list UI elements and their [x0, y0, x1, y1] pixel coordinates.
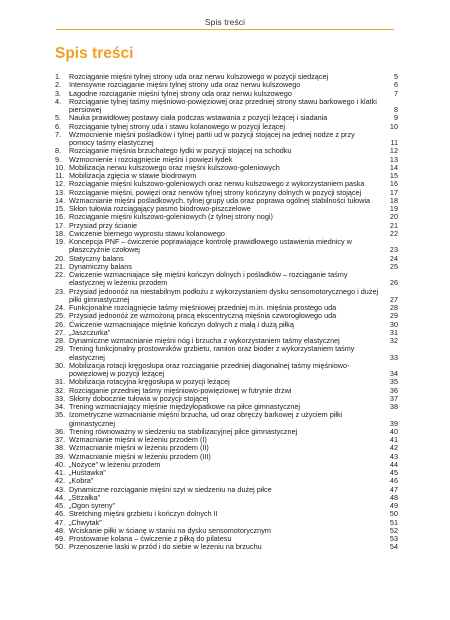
toc-entry-page: 12 — [389, 146, 398, 156]
toc-entry-title: Wzmacnianie mięśni pośladkowych, tylnej grupy uda oraz poprawa ogólnej stabilności tułowia — [69, 195, 371, 205]
toc-entry-number: 3. — [55, 88, 62, 98]
toc-entry-page: 40 — [389, 426, 398, 436]
toc-entry-page: 19 — [389, 204, 398, 213]
toc-entry-title: Rozciąganie mięśni kulszowo-goleniowych (z tylnej strony nogi) — [69, 212, 273, 222]
toc-entry-title: Wzmacnianie mięśni w leżeniu przodem (I) — [69, 435, 207, 444]
toc-entry-title: Stretching mięśni grzbietu i kończyn dolnych II — [69, 509, 218, 519]
toc-entry-number: 36. — [55, 426, 66, 436]
toc-entry-title: Funkcjonalne rozciągnięcie taśmy mięśniowej przedniej m.in. mięśnia prostego uda — [69, 303, 337, 312]
toc-entry-number: 18. — [55, 228, 66, 238]
toc-entry-title: Przysiad jednonóż ze wzmożoną pracą ekscentryczną mięśnia czworogłowego uda — [69, 311, 337, 321]
toc-entry-title: Trening równoważny w siedzeniu na stabilizacyjnej piłce gimnastycznej — [69, 426, 298, 436]
toc-entry-page: 35 — [389, 377, 398, 387]
toc-entry-title: Skłon tułowia rozciągający pasmo biodrowo-piszczelowe — [69, 204, 251, 213]
toc-entry-number: 38. — [55, 443, 66, 453]
toc-entry-number: 22. — [55, 270, 66, 279]
toc-entry-title: Dynamiczne rozciąganie mięśni szyi w siedzeniu na dużej piłce — [69, 484, 272, 494]
toc-entry-title: Mobilizacja rotacji kręgosłupa oraz rozciąganie przedniej diagonalnej taśmy mięśniowo-powięziowej w pozycji leżącej — [69, 360, 350, 378]
toc-entry-number: 47. — [55, 517, 66, 527]
toc-entry-title: Izometryczne wzmacnianie mięśni brzucha, ud oraz obręczy barkowej z użyciem piłki gimnastycznej — [69, 410, 343, 428]
toc-entry-number: 23. — [55, 286, 66, 296]
toc-entry-number: 20. — [55, 253, 66, 263]
toc-entry-title: Rozciąganie mięśni, powięzi oraz nerwów tylnej strony kończyny dolnych w pozycji stojącej — [69, 187, 362, 197]
toc-entry-number: 40. — [55, 459, 66, 469]
toc-entry-number: 30. — [55, 360, 66, 370]
toc-entry-page: 34 — [389, 369, 398, 378]
toc-entry-number: 48. — [55, 525, 66, 535]
toc-entry-number: 11. — [55, 171, 65, 180]
toc-entry-number: 5. — [55, 113, 62, 123]
toc-entry-number: 4. — [55, 96, 62, 106]
toc-entry-page: 7 — [393, 88, 398, 98]
toc-entry-page: 43 — [389, 451, 398, 461]
toc-entry-title: Przysiad jednonóż na niestabilnym podłożu z wykorzystaniem dysku sensomotorycznego i dużej piłki gimnastycznej — [69, 286, 379, 304]
toc-entry-number: 31. — [55, 377, 66, 387]
toc-entry-title: Rozciąganie tylnej strony uda i stawu kolanowego w pozycji leżącej — [69, 121, 286, 131]
toc-entry[interactable] — [55, 469, 398, 477]
toc-entry-title: Wciskanie piłki w ścianę w staniu na dysku sensomotorycznym — [69, 525, 271, 535]
toc-entry-page: 33 — [389, 352, 398, 362]
toc-entry-page: 42 — [389, 443, 398, 453]
toc-entry-title: Statyczny balans — [69, 253, 124, 263]
toc-entry-number: 24. — [55, 303, 66, 312]
toc-entry-title: „Ogon syreny” — [69, 501, 115, 510]
toc-entry-number: 27. — [55, 327, 66, 337]
toc-entry-page: 10 — [389, 121, 398, 131]
running-header: Spis treści — [204, 17, 246, 27]
toc-entry-number: 17. — [55, 220, 66, 230]
toc-entry-number: 33. — [55, 393, 66, 403]
toc-entry-number: 50. — [55, 542, 66, 552]
toc-entry-page: 16 — [389, 179, 398, 189]
toc-entry-page: 41 — [389, 435, 398, 444]
toc-entry-page: 50 — [389, 509, 398, 519]
toc-entry[interactable] — [55, 345, 398, 362]
toc-entry-number: 43. — [55, 484, 66, 494]
toc-entry[interactable] — [55, 461, 398, 469]
toc-entry-title: Łagodne rozciąganie mięśni tylnej strony uda oraz nerwu kulszowego — [69, 88, 292, 98]
toc-entry-number: 45. — [55, 501, 66, 510]
toc-entry-page: 8 — [393, 105, 398, 114]
toc-entry-number: 2. — [55, 80, 62, 90]
toc-entry-title: Dynamiczne wzmacnianie mięśni nóg i brzucha z wykorzystaniem taśmy elastycznej — [69, 336, 340, 345]
toc-entry-page: 18 — [389, 195, 398, 205]
toc-entry-title: Mobilizacja rotacyjna kręgosłupa w pozycji leżącej — [69, 377, 230, 387]
toc-entry-title: Wzmacnianie mięśni w leżeniu przodem (III) — [69, 451, 211, 461]
toc-entry-number: 10. — [55, 162, 66, 172]
toc-entry-page: 47 — [389, 484, 398, 494]
toc-entry-title: „Jaszczurka” — [69, 327, 111, 337]
toc-entry-page: 37 — [389, 393, 398, 403]
toc-entry-number: 46. — [55, 509, 66, 519]
toc-entry-number: 14. — [55, 195, 66, 205]
toc-entry-number: 34. — [55, 402, 66, 411]
toc-entry-title: Skłony dobocznie tułowia w pozycji stojącej — [69, 393, 209, 403]
toc-entry-number: 15. — [55, 204, 66, 213]
toc-entry-number: 49. — [55, 534, 66, 543]
toc-entry-number: 32. — [55, 385, 66, 395]
toc-entry[interactable] — [55, 510, 398, 518]
toc-entry[interactable] — [55, 238, 398, 255]
toc-entry-page: 14 — [389, 162, 398, 172]
toc-entry-page: 36 — [389, 385, 398, 395]
toc-entry[interactable] — [55, 98, 398, 115]
toc-entry-page: 11 — [390, 138, 398, 147]
header-rule — [56, 29, 394, 30]
toc-entry[interactable] — [55, 288, 398, 305]
toc-entry[interactable] — [55, 486, 398, 494]
toc-entry-number: 28. — [55, 336, 66, 345]
toc-entry[interactable] — [55, 543, 398, 551]
toc-entry-page: 23 — [389, 245, 398, 255]
toc-entry-number: 12. — [55, 179, 66, 189]
toc-entry-page: 54 — [389, 542, 398, 552]
toc-entry[interactable] — [55, 271, 398, 288]
toc-entry-page: 45 — [389, 468, 398, 477]
toc-entry-title: „Kobra” — [69, 476, 94, 486]
toc-entry-title: Przysiad przy ścianie — [69, 220, 138, 230]
toc-entry-page: 48 — [389, 492, 398, 502]
toc-entry-title: Koncepcja PNF – ćwiczenie poprawiające kontrolę prawidłowego ustawienia miednicy w płaszczyźnie czołowej — [69, 237, 352, 255]
toc-entry-title: Ćwiczenie wzmacniające siłę mięśni kończyn dolnych i pośladków – rozciąganie taśmy elastycznej w leżeniu przodem — [69, 270, 348, 288]
toc-entry-title: Intensywne rozciąganie mięśni tylnej strony uda oraz nerwu kulszowego — [69, 80, 301, 90]
toc-entry-title: Rozciąganie mięśni kulszowo-goleniowych oraz nerwu kulszowego z wykorzystaniem paska — [69, 179, 365, 189]
toc-entry-number: 41. — [55, 468, 66, 477]
toc-entry-page: 46 — [389, 476, 398, 486]
toc-entry-number: 7. — [55, 129, 62, 139]
toc-entry-number: 1. — [55, 72, 62, 81]
toc-entry-title: Mobilizacja nerwu kulszowego oraz mięśni kulszowo-goleniowych — [69, 162, 280, 172]
toc-entry[interactable] — [55, 131, 398, 148]
toc-entry-page: 30 — [389, 319, 398, 329]
toc-entry-page: 52 — [389, 525, 398, 535]
toc-entry-page: 31 — [389, 327, 398, 337]
toc-entry-page: 21 — [389, 220, 398, 230]
toc-entry-number: 16. — [55, 212, 66, 222]
toc-entry-title: Trening wzmacniający mięśnie międzyłopatkowe na piłce gimnastycznej — [69, 402, 301, 411]
table-of-contents — [55, 73, 398, 552]
toc-entry-number: 37. — [55, 435, 66, 444]
toc-entry-page: 9 — [393, 113, 398, 123]
toc-entry-page: 53 — [389, 534, 398, 543]
toc-entry-title: „Strzałka” — [69, 492, 101, 502]
toc-entry-page: 20 — [389, 212, 398, 222]
toc-entry-title: Rozciąganie mięśnia brzuchatego łydki w pozycji stojącej na schodku — [69, 146, 292, 156]
toc-entry-page: 32 — [389, 336, 398, 345]
toc-entry-title: Wzmacnianie mięśni w leżeniu przodem (II) — [69, 443, 209, 453]
top-bar — [0, 0, 450, 30]
toc-entry-page: 49 — [389, 501, 398, 510]
toc-entry-number: 39. — [55, 451, 66, 461]
toc-entry[interactable] — [55, 362, 398, 379]
toc-entry-number: 6. — [55, 121, 62, 131]
toc-entry-number: 8. — [55, 146, 62, 156]
toc-entry[interactable] — [55, 411, 398, 428]
toc-entry-page: 44 — [389, 459, 398, 469]
toc-entry-page: 39 — [389, 418, 398, 428]
toc-entry-page: 27 — [389, 294, 398, 304]
toc-entry-number: 9. — [55, 154, 62, 164]
toc-entry-title: Trening funkcjonalny prostowników grzbietu, ramion oraz bioder z wykorzystaniem taśmy elastycznej — [69, 344, 355, 362]
toc-entry-title: Rozciąganie tylnej taśmy mięśniowo-powięziowej oraz przedniej strony stawu barkowego i klatki piersiowej — [69, 96, 377, 114]
toc-entry-number: 13. — [55, 187, 66, 197]
toc-entry-page: 28 — [389, 303, 398, 312]
toc-entry-title: Rozciąganie mięśni tylnej strony uda oraz nerwu kulszowego w pozycji siedzącej — [69, 72, 329, 81]
toc-entry-title: Mobilizacja zgięcia w stawie biodrowym — [69, 171, 197, 180]
toc-entry-number: 29. — [55, 344, 66, 354]
toc-entry-title: „Chwytak” — [69, 517, 102, 527]
toc-entry-page: 26 — [389, 278, 398, 288]
toc-entry-page: 51 — [389, 517, 398, 527]
toc-entry-title: „Huśtawka” — [69, 468, 106, 477]
toc-entry-number: 44. — [55, 492, 66, 502]
toc-entry-number: 21. — [55, 261, 66, 271]
toc-entry-number: 19. — [55, 237, 66, 246]
toc-entry-title: Nauka prawidłowej postawy ciała podczas wstawania z pozycji leżącej i siadania — [69, 113, 328, 123]
toc-entry-title: Dynamiczny balans — [69, 261, 132, 271]
toc-entry-page: 17 — [389, 187, 398, 197]
toc-entry-title: Ćwiczenie biernego wyprostu stawu kolanowego — [69, 228, 225, 238]
toc-entry-title: „Nożyce” w leżeniu przodem — [69, 459, 161, 469]
toc-entry-title: Przenoszenie laski w przód i do siebie w leżeniu na brzuchu — [69, 542, 262, 552]
toc-entry-page: 6 — [393, 80, 398, 90]
toc-entry-number: 42. — [55, 476, 66, 486]
page-title: Spis treści — [55, 45, 134, 62]
toc-entry-title: Wzmocnienie i rozciągnięcie mięśni i powięzi łydek — [69, 154, 233, 164]
toc-entry-page: 38 — [389, 402, 398, 411]
toc-entry-title: Ćwiczenie wzmacniające mięśnie kończyn dolnych z małą i dużą piłką — [69, 319, 294, 329]
toc-entry-page: 25 — [389, 261, 398, 271]
toc-entry-page: 22 — [389, 228, 398, 238]
toc-entry-page: 13 — [389, 154, 398, 164]
toc-entry-title: Prostowanie kolana – ćwiczenie z piłką do pilatesu — [69, 534, 232, 543]
toc-entry-page: 29 — [389, 311, 398, 321]
toc-entry-page: 15 — [389, 171, 398, 180]
toc-entry-number: 26. — [55, 319, 66, 329]
toc-entry-number: 25. — [55, 311, 66, 321]
toc-entry-title: Wzmocnienie mięśni pośladków i tylnej partii ud w pozycji stojącej na jednej nodze z przy pomocy taśmy elastycznej — [69, 129, 355, 147]
toc-entry-title: Rozciąganie przedniej taśmy mięśniowo-powięziowej w futrynie drzwi — [69, 385, 292, 395]
toc-entry-page: 5 — [393, 72, 398, 81]
toc-entry-page: 24 — [389, 253, 398, 263]
toc-entry-number: 35. — [55, 410, 66, 420]
